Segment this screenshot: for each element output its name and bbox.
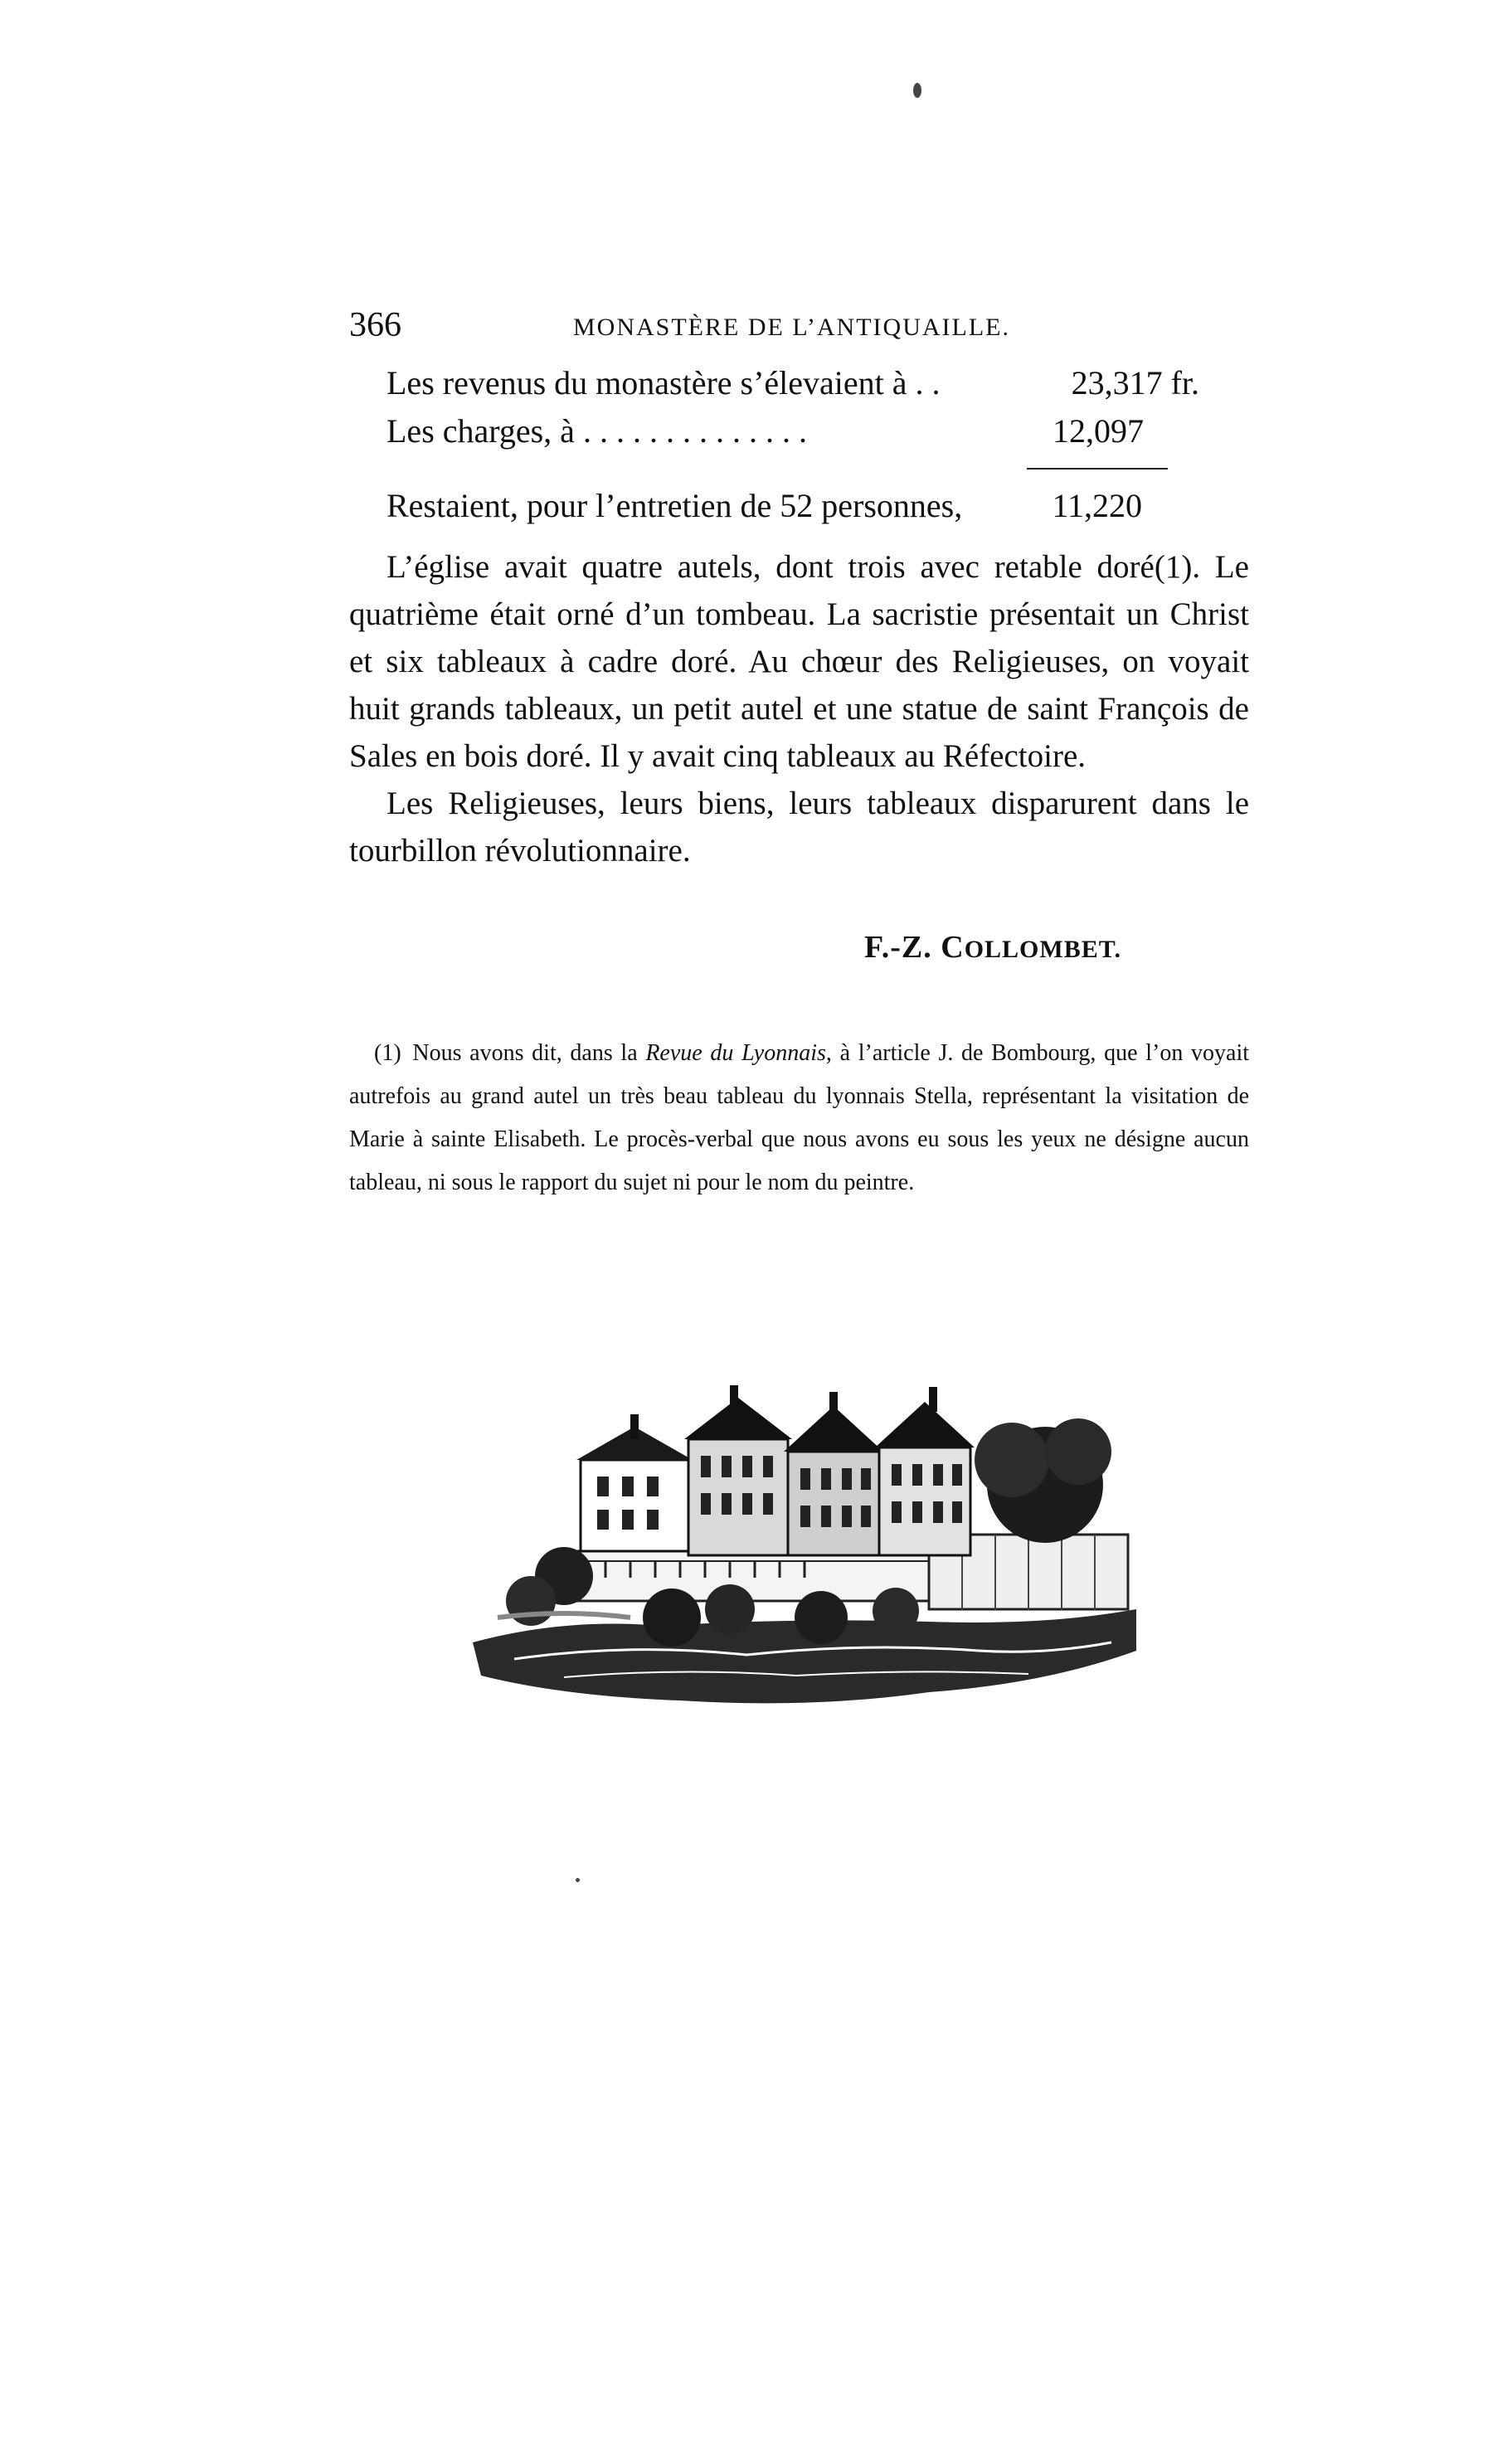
speck <box>576 1878 580 1882</box>
ledger-row-revenues <box>387 363 1199 402</box>
ledger-amount-charges: 12,097 <box>1053 412 1144 450</box>
ledger-label-charges: Les charges, à <box>387 412 575 450</box>
page-header <box>349 305 1179 347</box>
ledger-amount-revenues: 23,317 fr. <box>1071 364 1199 401</box>
body-text <box>349 543 1249 874</box>
signature-initials: F.-Z. <box>864 930 932 965</box>
ledger-leader-dots: .............. <box>582 412 815 450</box>
running-title: MONASTÈRE DE L’ANTIQUAILLE. <box>573 314 1010 341</box>
engraving-monastery-vignette-icon <box>464 1369 1145 1725</box>
page-number: 366 <box>349 306 401 344</box>
ledger-label-revenues: Les revenus du monastère s’élevaient à . . <box>387 364 941 401</box>
footnote-marker: (1) <box>374 1040 401 1066</box>
ledger-row-charges <box>387 411 1144 450</box>
paragraph: Les Religieuses, leurs biens, leurs tableaux disparurent dans le tourbillon révolutionnaire. <box>349 786 1249 868</box>
ink-mark <box>913 83 921 98</box>
footnote-text-after: , à l’article J. de Bombourg, que l’on voyait autrefois au grand autel un très beau tableau du lyonnais Stella, représentant la visitation de Marie à sainte Elisabeth. Le procès-verbal que nous avons eu sous les yeux ne désigne aucun tableau, ni sous le rapport du sujet ni pour le nom du peintre. <box>349 1040 1250 1195</box>
signature-surname-initial: C <box>941 930 965 965</box>
sum-rule-divider <box>1027 468 1168 469</box>
signature-surname-rest: OLLOMBET. <box>964 936 1121 963</box>
footnote-paragraph <box>349 1032 1249 1204</box>
footnote-text-before: Nous avons dit, dans la <box>412 1040 638 1066</box>
ledger-amount-balance: 11,220 <box>1052 487 1142 524</box>
author-signature <box>864 929 1121 966</box>
footnote <box>349 1032 1249 1204</box>
ledger-row-balance <box>387 486 1142 525</box>
footnote-journal-title: Revue du Lyonnais <box>645 1040 826 1066</box>
paragraph: L’église avait quatre autels, dont trois avec retable doré(1). Le quatrième était orné d’un tombeau. La sacristie présentait un Christ et six tableaux à cadre doré. Au chœur des Religieuses, on voyait huit grands tableaux, un petit autel et une statue de saint François de Sales en bois doré. Il y avait cinq tableaux au Réfectoire. <box>349 549 1249 774</box>
ledger-label-balance: Restaient, pour l’entretien de 52 personnes, <box>387 487 963 524</box>
